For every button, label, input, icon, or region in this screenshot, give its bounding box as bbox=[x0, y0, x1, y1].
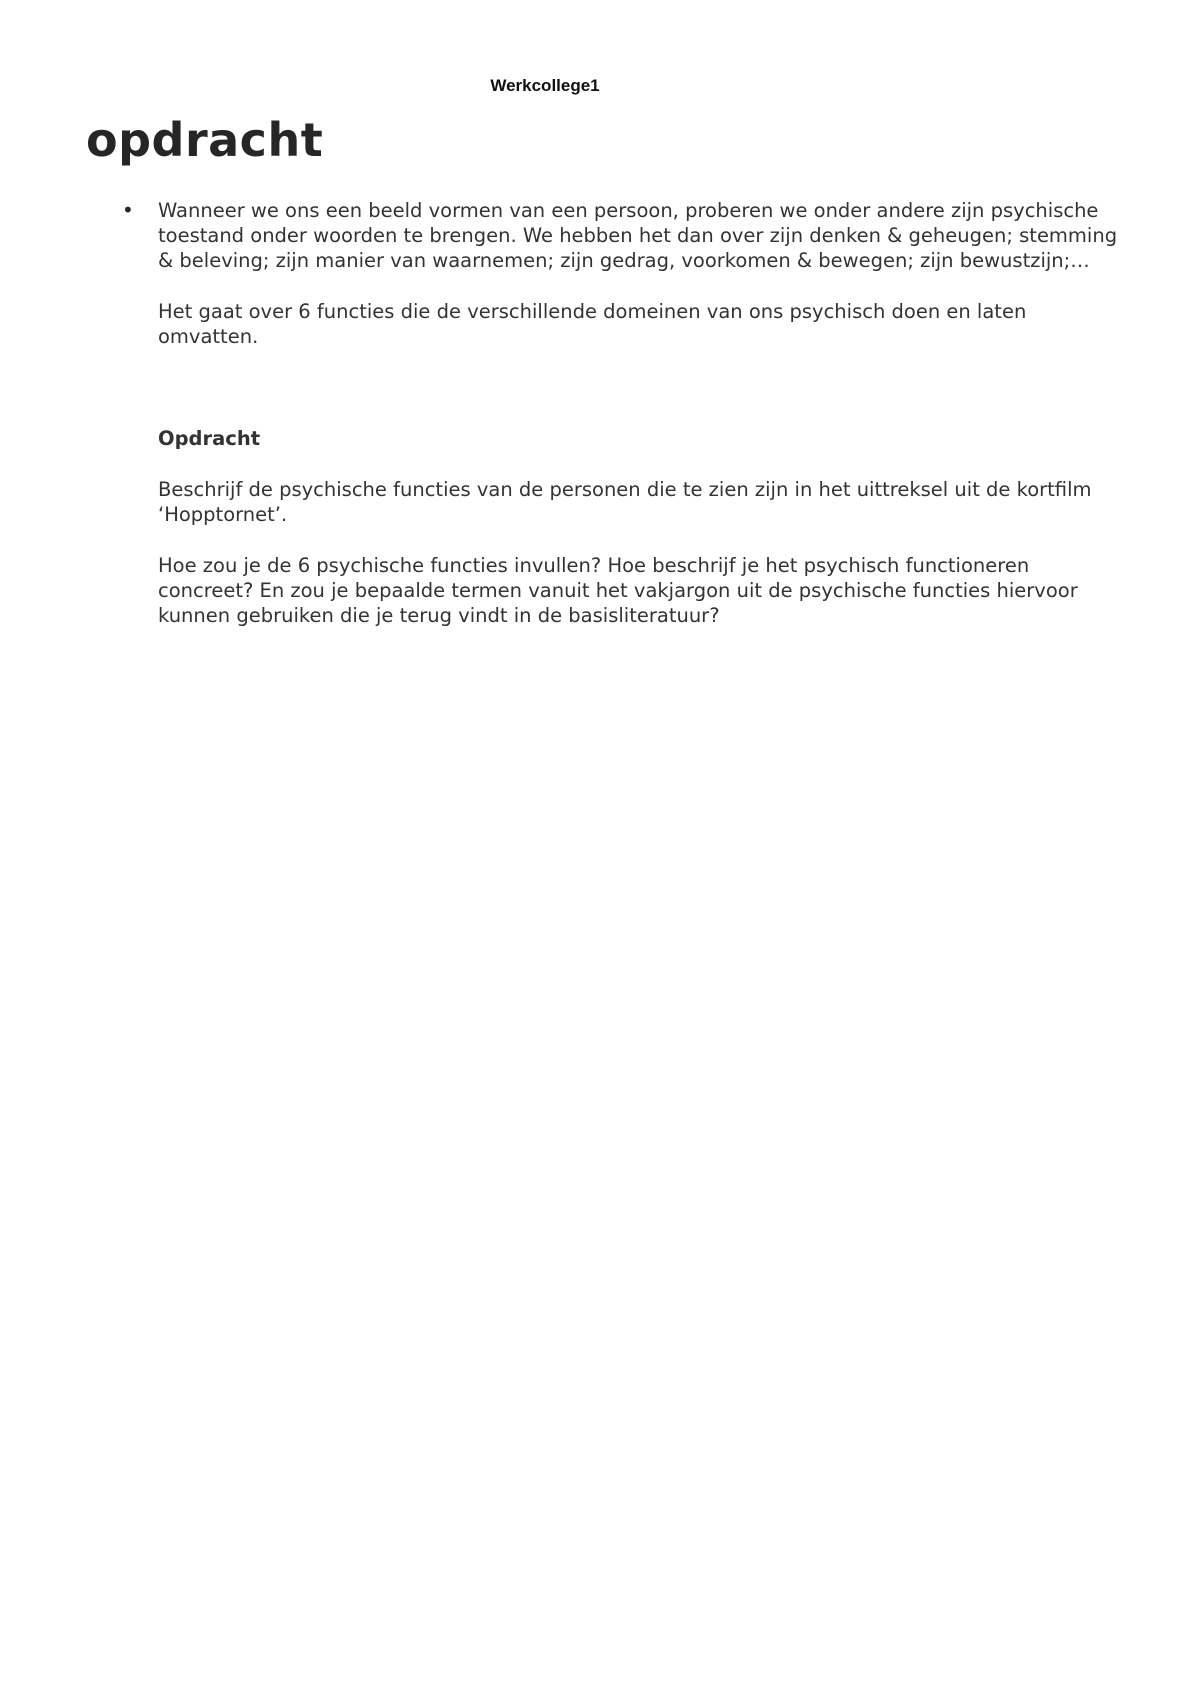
questions-paragraph: Hoe zou je de 6 psychische functies invullen? Hoe beschrijf je het psychisch functioneren concreet? En zou je bepaalde termen vanuit het vakjargon uit de psychische functies hiervoor kunnen gebruiken die je terug vindt in de basisliteratuur? bbox=[158, 554, 1078, 627]
assignment-heading: Opdracht bbox=[158, 427, 261, 450]
document-body bbox=[120, 198, 1120, 628]
assignment-paragraph: Beschrijf de psychische functies van de personen die te zien zijn in het uittreksel uit de kortfilm ‘Hopptornet’. bbox=[158, 478, 1092, 526]
document-title: opdracht bbox=[86, 113, 324, 167]
intro-paragraph: Wanneer we ons een beeld vormen van een persoon, proberen we onder andere zijn psychische toestand onder woorden te brengen. We hebben het dan over zijn denken & geheugen; stemming & beleving; zijn manier van waarnemen; zijn gedrag, voorkomen & bewegen; zijn bewustzijn;… bbox=[158, 199, 1118, 272]
bullet-icon: • bbox=[122, 198, 134, 222]
bullet-item bbox=[120, 198, 1120, 628]
page-header: Werkcollege1 bbox=[490, 76, 600, 95]
functions-paragraph: Het gaat over 6 functies die de verschillende domeinen van ons psychisch doen en laten omvatten. bbox=[158, 300, 1027, 348]
